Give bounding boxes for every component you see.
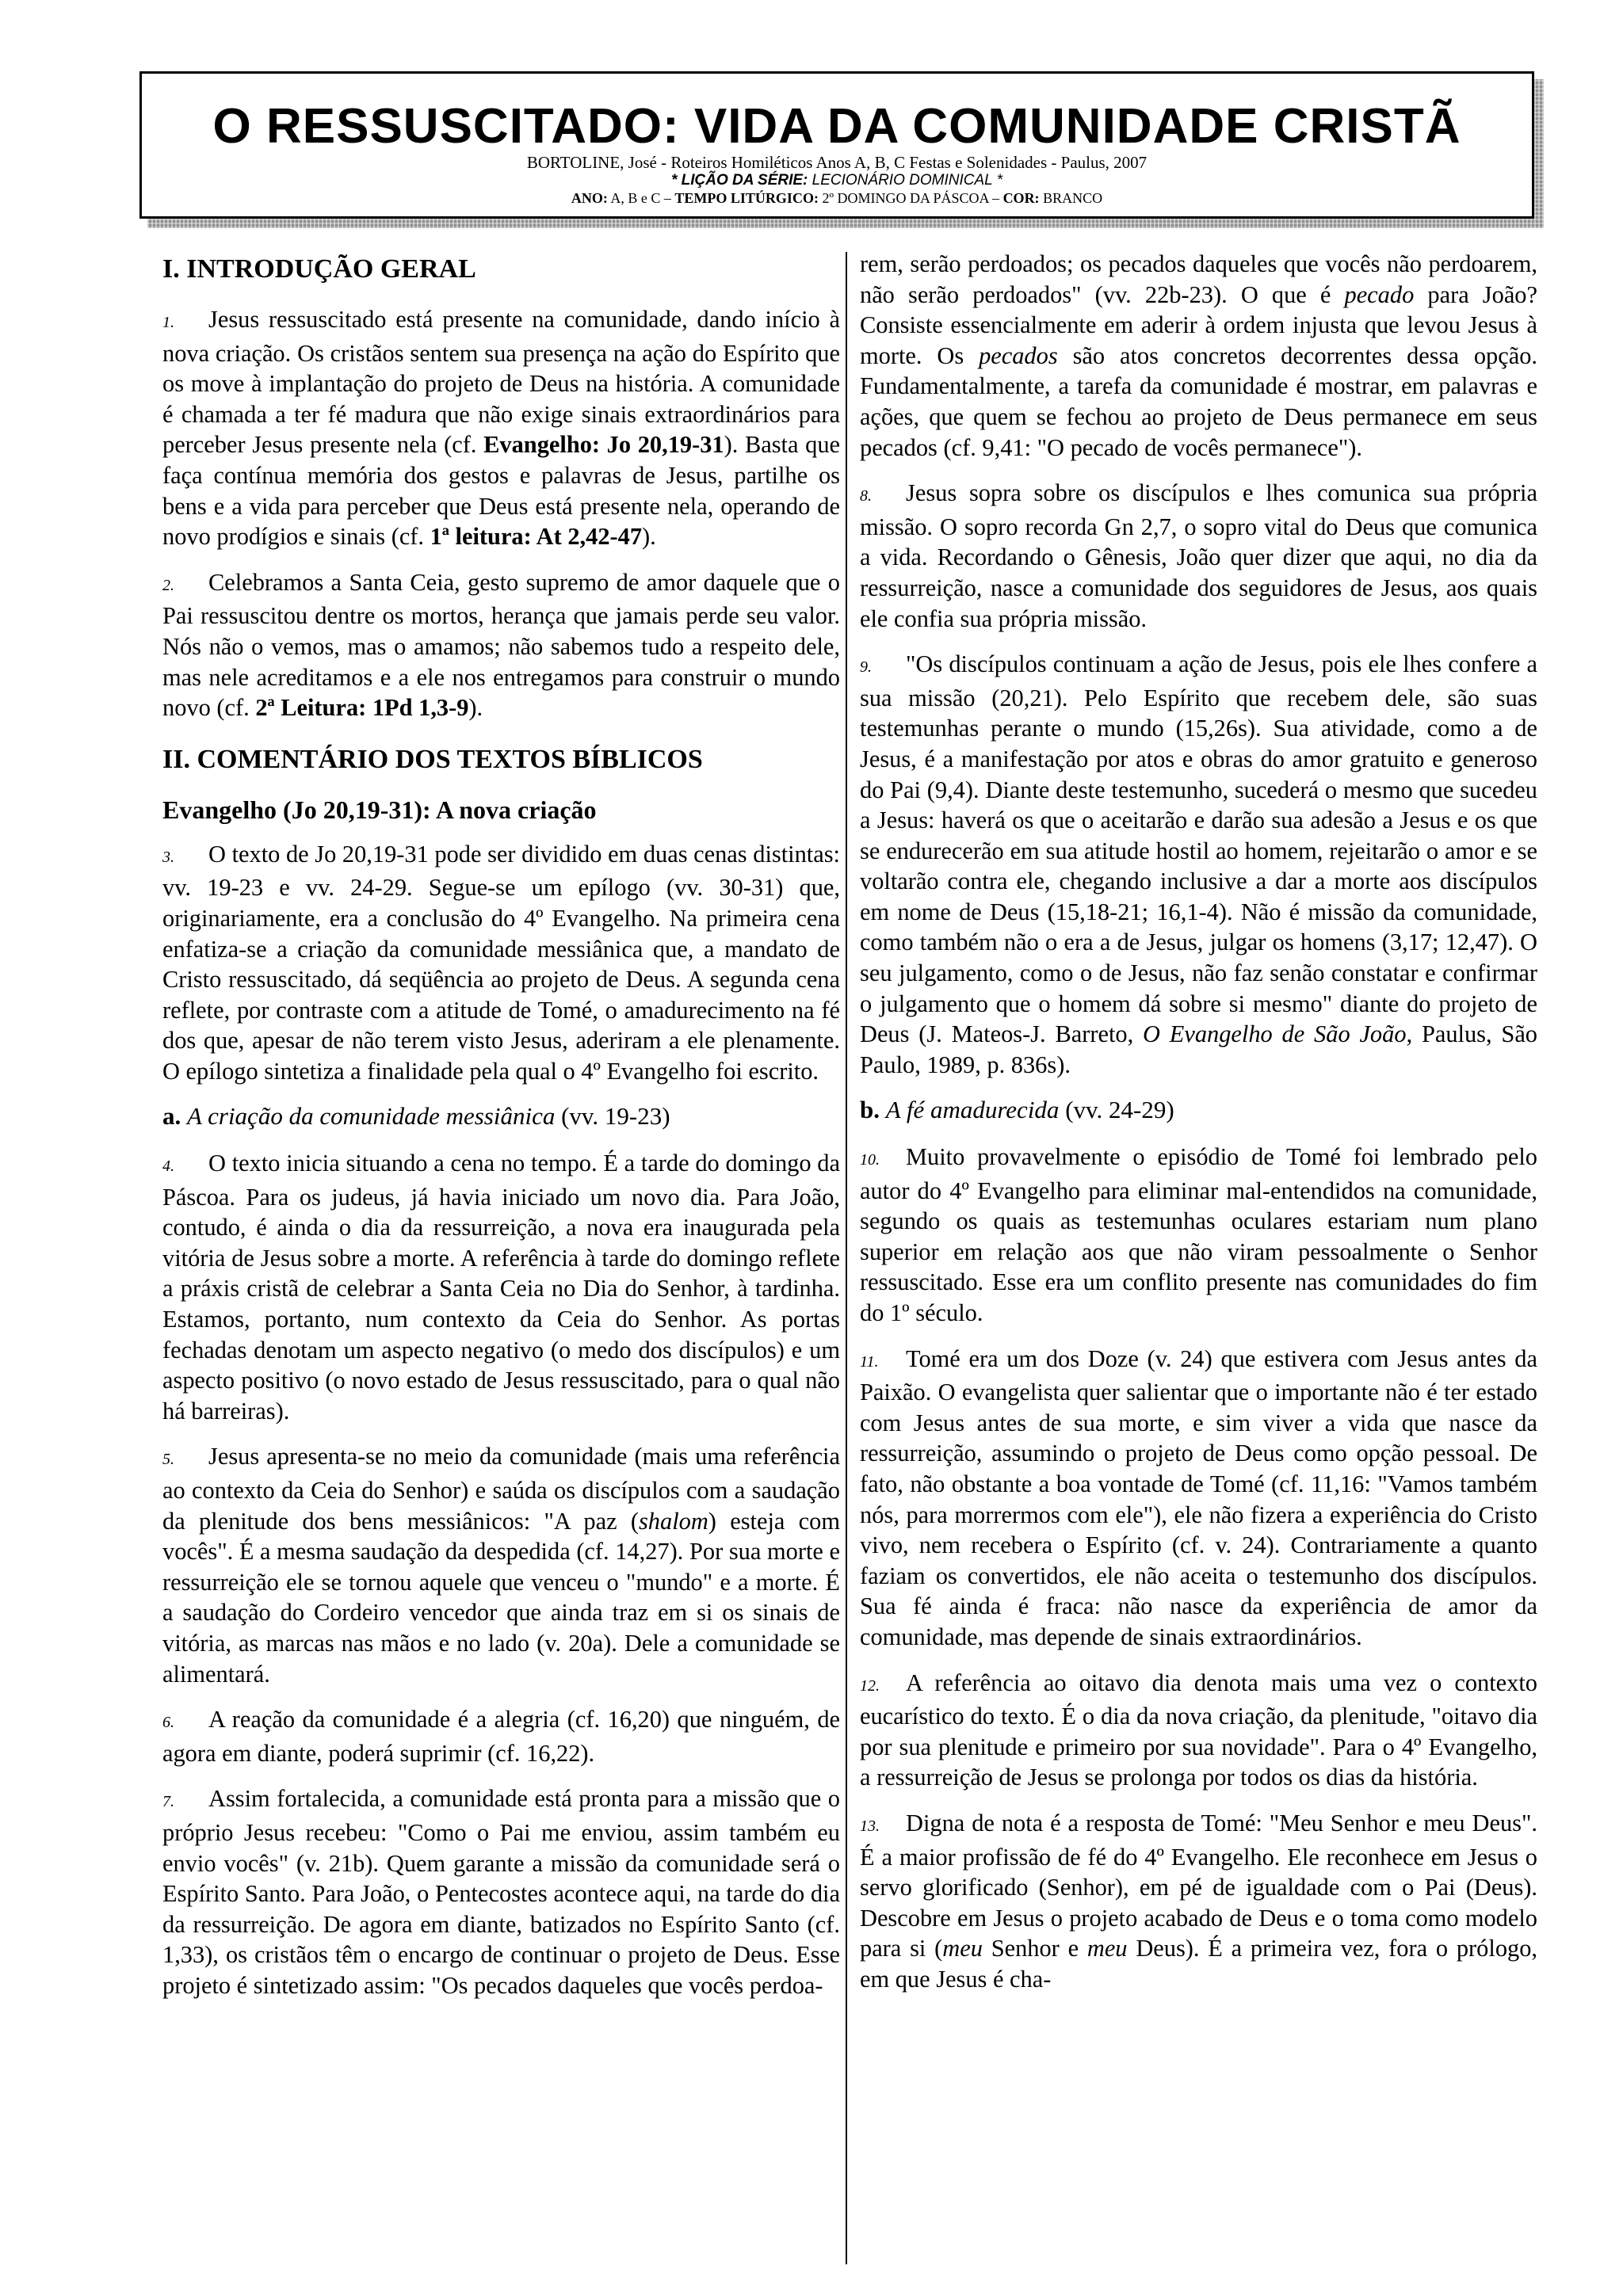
right-column xyxy=(860,249,1537,2009)
serie-line xyxy=(142,172,1532,189)
paragraph-2: 2. Celebramos a Santa Ceia, gesto supremo de amor daquele que o Pai ressuscitou dentre os mortos, herança que jamais perde seu valor. Nós não o vemos, mas o amamos; não sabemos tudo a respeito dele, mas nele acreditamos e a ele nos entregamos para construir o mundo novo (cf. 2ª Leitura: 1Pd 1,3-9). xyxy=(162,568,840,722)
paragraph-1: 1. Jesus ressuscitado está presente na comunidade, dando início à nova criação. Os cristãos sentem sua presença na ação do Espírito que os move à implantação do projeto de Deus na história. A comunidade é chamada a ter fé madura que não exige sinais extraordinários para perceber Jesus presente nela (cf. Evangelho: Jo 20,19-31). Basta que faça contínua memória dos gestos e palavras de Jesus, partilhe os bens e a vida para perceber que Deus está presente nela, operando de novo prodígios e sinais (cf. 1ª leitura: At 2,42-47). xyxy=(162,306,840,551)
paragraph-13: 13. Digna de nota é a resposta de Tomé: "Meu Senhor e meu Deus". É a maior profissão de fé do 4º Evangelho. Ele reconhece em Jesus o servo glorificado (Senhor), em pé de igualdade com o Pai (Deus). Descobre em Jesus o projeto acabado de Deus e o toma como modelo para si (meu Senhor e meu Deus). É a primeira vez, fora o prólogo, em que Jesus é cha- xyxy=(860,1809,1537,1993)
subsection-b-heading: b. A fé amadurecida (vv. 24-29) xyxy=(860,1096,1174,1124)
ano-value: A, B e C – xyxy=(610,190,671,206)
column-divider xyxy=(846,252,847,2264)
paragraph-10: 10. Muito provavelmente o episódio de Tomé foi lembrado pelo autor do 4º Evangelho para eliminar mal-entendidos na comunidade, segundo os quais as testemunhas oculares estariam num plano superior em relação aos que não viram pessoalmente o Senhor ressuscitado. Esse era um conflito presente nas comunidades do fim do 1º século. xyxy=(860,1143,1537,1326)
header-box xyxy=(139,71,1534,219)
paragraph-11: 11. Tomé era um dos Doze (v. 24) que estivera com Jesus antes da Paixão. O evangelista quer salientar que o importante não é ter estado com Jesus antes de sua morte, e sim viver a vida que nasce da ressurreição, assumindo o projeto de Deus como opção pessoal. De fato, não obstante a boa vontade de Tomé (cf. 11,16: "Vamos também nós, para morrermos com ele"), ele não fizera a experiência do Cristo vivo, nem recebera o Espírito (cf. v. 24). Contrariamente a quanto faziam os convertidos, ele não aceita o testemunho dos discípulos. Sua fé ainda é fraca: não nasce da experiência de amor da comunidade, mas depende de sinais extraordinários. xyxy=(860,1344,1537,1650)
page-title: O RESSUSCITADO: VIDA DA COMUNIDADE CRISTÃ xyxy=(212,99,1461,154)
paragraph-8: 8. Jesus sopra sobre os discípulos e lhes comunica sua própria missão. O sopro recorda Gn 2,7, o sopro vital do Deus que comunica a vida. Recordando o Gênesis, João quer dizer que aqui, no dia da ressurreição, nasce a comunidade dos seguidores de Jesus, aos quais ele confia sua própria missão. xyxy=(860,479,1537,632)
tempo-value: 2º DOMINGO DA PÁSCOA – xyxy=(822,190,1000,206)
paragraph-12: 12. A referência ao oitavo dia denota mais uma vez o contexto eucarístico do texto. É o dia da nova criação, da plenitude, "oitavo dia por sua plenitude e primeiro por sua novidade". Para o 4º Evangelho, a ressurreição de Jesus se prolonga por todos os dias da história. xyxy=(860,1669,1537,1791)
paragraph-7-continued: rem, serão perdoados; os pecados daqueles que vocês não perdoarem, não serão perdoados" (vv. 22b-23). O que é pecado para João? Consiste essencialmente em aderir à ordem injusta que levou Jesus à morte. Os pecados são atos concretos decorrentes dessa opção. Fundamentalmente, a tarefa da comunidade é mostrar, em palavras e ações, que quem se fechou ao projeto de Deus permanece em seus pecados (cf. 9,41: "O pecado de vocês permanece"). xyxy=(860,250,1537,461)
paragraph-4: 4. O texto inicia situando a cena no tempo. É a tarde do domingo da Páscoa. Para os judeus, já havia iniciado um novo dia. Para João, contudo, é ainda o dia da ressurreição, a nova era inaugurada pela vitória de Jesus sobre a morte. A referência à tarde do domingo reflete a práxis cristã de celebrar a Santa Ceia no Dia do Senhor, à tardinha. Estamos, portanto, num contexto da Ceia do Senhor. As portas fechadas denotam um aspecto negativo (o medo dos discípulos) e um aspecto positivo (o novo estado de Jesus ressuscitado, para o qual não há barreiras). xyxy=(162,1150,840,1425)
paragraph-5: 5. Jesus apresenta-se no meio da comunidade (mais uma referência ao contexto da Ceia do Senhor) e saúda os discípulos com a saudação da plenitude dos bens messiânicos: "A paz (shalom) esteja com vocês". É a mesma saudação da despedida (cf. 14,27). Por sua morte e ressurreição ele se tornou aquele que venceu o "mundo" e a morte. É a saudação do Cordeiro vencedor que ainda traz em si os sinais de vitória, as marcas nas mãos e no lado (v. 20a). Dele a comunidade se alimentará. xyxy=(162,1443,840,1688)
cor-value: BRANCO xyxy=(1043,190,1103,206)
paragraph-3: 3. O texto de Jo 20,19-31 pode ser dividido em duas cenas distintas: vv. 19-23 e vv. 24-29. Segue-se um epílogo (vv. 30-31) que, originariamente, era a conclusão do 4º Evangelho. Na primeira cena enfatiza-se a criação da comunidade messiânica que, a mandato de Cristo ressuscitado, dá seqüência ao projeto de Deus. A segunda cena reflete, por contraste com a atitude de Tomé, o amadurecimento na fé dos que, apesar de não terem visto Jesus, aderiram a ele plenamente. O epílogo sintetiza a finalidade pela qual o 4º Evangelho foi escrito. xyxy=(162,840,840,1085)
paragraph-6: 6. A reação da comunidade é a alegria (cf. 16,20) que ninguém, de agora em diante, poderá suprimir (cf. 16,22). xyxy=(162,1706,840,1767)
tempo-label: TEMPO LITÚRGICO: xyxy=(674,190,819,206)
ano-line xyxy=(142,189,1532,207)
evangelho-heading: Evangelho (Jo 20,19-31): A nova criação xyxy=(162,795,597,824)
serie-value: LECIONÁRIO DOMINICAL * xyxy=(812,172,1003,189)
paragraph-7: 7. Assim fortalecida, a comunidade está pronta para a missão que o próprio Jesus recebeu: "Como o Pai me enviou, assim também eu envio vocês" (v. 21b). Quem garante a missão da comunidade será o Espírito Santo. Para João, o Pentecostes acontece aqui, na tarde do dia da ressurreição. De agora em diante, batizados no Espírito Santo (cf. 1,33), os cristãos têm o encargo de continuar o projeto de Deus. Esse projeto é sintetizado assim: "Os pecados daqueles que vocês perdoa- xyxy=(162,1785,840,1999)
ano-label: ANO: xyxy=(571,190,608,206)
section-intro-heading: I. INTRODUÇÃO GERAL xyxy=(162,254,476,284)
serie-label: * LIÇÃO DA SÉRIE: xyxy=(670,172,808,189)
subsection-a-heading: a. A criação da comunidade messiânica (vv. 19-23) xyxy=(162,1102,670,1131)
cor-label: COR: xyxy=(1002,190,1040,206)
paragraph-9: 9. "Os discípulos continuam a ação de Jesus, pois ele lhes confere a sua missão (20,21). Pelo Espírito que recebem dele, são suas testemunhas perante o mundo (15,26s). Sua atividade, como a de Jesus, é a manifestação por atos e obras do amor gratuito e generoso do Pai (9,4). Diante deste testemunho, sucederá o mesmo que sucedeu a Jesus: haverá os que o aceitarão e darão sua adesão a Jesus e os que se endurecerão em sua atitude hostil ao homem, rejeitarão o amor e se voltarão contra ele, chegando inclusive a dar a morte aos discípulos em nome de Deus (15,18-21; 16,1-4). Não é missão da comunidade, como também não o era a de Jesus, julgar os homens (3,17; 12,47). O seu julgamento, como o de Jesus, não faz senão constatar e confirmar o julgamento que o homem dá sobre si mesmo" diante do projeto de Deus (J. Mateos-J. Barreto, O Evangelho de São João, Paulus, São Paulo, 1989, p. 836s). xyxy=(860,650,1538,1078)
left-column xyxy=(162,252,840,2016)
section-comentario-heading: II. COMENTÁRIO DOS TEXTOS BÍBLICOS xyxy=(162,744,703,774)
source-line: BORTOLINE, José - Roteiros Homiléticos Anos A, B, C Festas e Solenidades - Paulus, 2007 xyxy=(526,153,1148,172)
